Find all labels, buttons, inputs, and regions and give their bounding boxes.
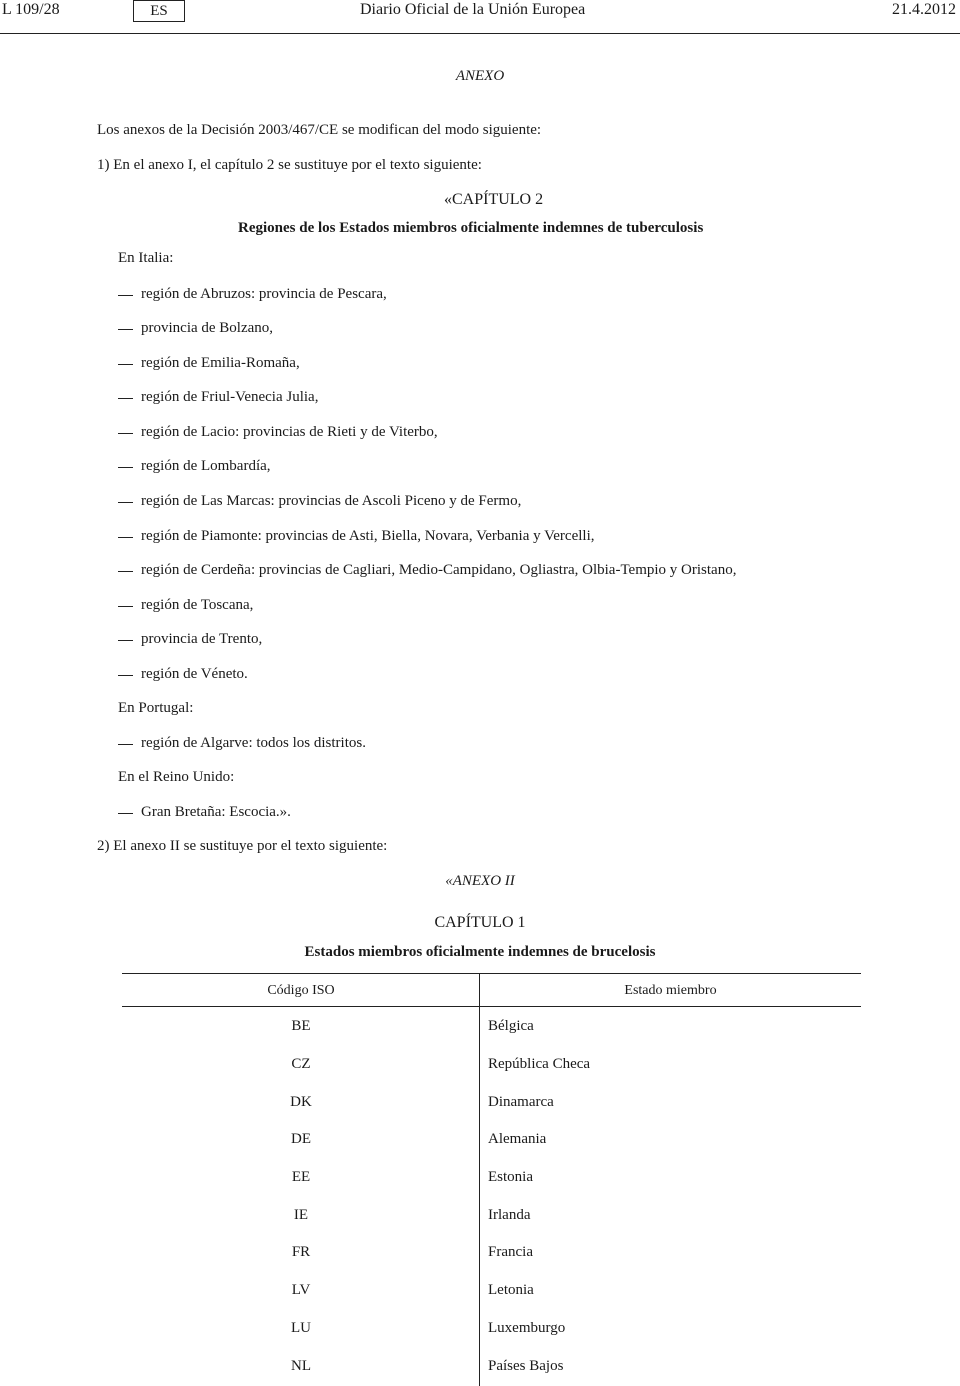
header-rule: [0, 33, 960, 34]
list-item: provincia de Bolzano,: [141, 320, 274, 336]
list-dash: [118, 295, 133, 296]
list-dash: [118, 571, 133, 572]
portugal-label: En Portugal:: [118, 700, 194, 716]
list-item: región de Cerdeña: provincias de Cagliari, Medio-Campidano, Ogliastra, Olbia-Tempio y Oristano,: [141, 562, 737, 578]
list-item: región de Emilia-Romaña,: [141, 355, 300, 371]
header-iso-code: Código ISO: [267, 983, 335, 998]
table-cell-state: Irlanda: [488, 1207, 531, 1223]
uk-label: En el Reino Unido:: [118, 769, 235, 785]
list-item: provincia de Trento,: [141, 631, 263, 647]
table-column-divider: [479, 973, 480, 1386]
list-dash: [118, 813, 133, 814]
table-cell-iso: NL: [291, 1358, 311, 1374]
table-cell-state: Letonia: [488, 1282, 534, 1298]
annex-title: ANEXO: [455, 68, 505, 84]
table-cell-iso: EE: [291, 1169, 311, 1185]
language-badge: ES: [133, 0, 185, 22]
table-cell-state: Luxemburgo: [488, 1320, 566, 1336]
list-item: Gran Bretaña: Escocia.».: [141, 804, 291, 820]
table-cell-iso: CZ: [291, 1056, 311, 1072]
point-2: 2) El anexo II se sustituye por el texto siguiente:: [97, 838, 388, 854]
list-dash: [118, 433, 133, 434]
list-dash: [118, 606, 133, 607]
table-cell-state: Francia: [488, 1244, 533, 1260]
list-dash: [118, 329, 133, 330]
page-reference: L 109/28: [2, 1, 60, 18]
list-dash: [118, 640, 133, 641]
intro-paragraph: Los anexos de la Decisión 2003/467/CE se modifican del modo siguiente:: [97, 122, 542, 138]
list-dash: [118, 364, 133, 365]
list-item: región de Toscana,: [141, 597, 254, 613]
list-item: región de Lacio: provincias de Rieti y de Viterbo,: [141, 424, 438, 440]
table-cell-state: República Checa: [488, 1056, 591, 1072]
list-item: región de Friul-Venecia Julia,: [141, 389, 319, 405]
table-header-rule: [122, 1006, 861, 1007]
list-dash: [118, 502, 133, 503]
table-cell-state: Alemania: [488, 1131, 547, 1147]
list-item: región de Lombardía,: [141, 458, 271, 474]
table-cell-iso: DE: [291, 1131, 311, 1147]
table-cell-iso: FR: [291, 1244, 311, 1260]
publication-date: 21.4.2012: [892, 1, 956, 18]
table-top-rule: [122, 973, 861, 974]
list-dash: [118, 675, 133, 676]
header-member-state: Estado miembro: [624, 983, 717, 998]
journal-title: Diario Oficial de la Unión Europea: [360, 1, 586, 18]
annex-2-title: «ANEXO II: [445, 873, 515, 889]
table-cell-state: Bélgica: [488, 1018, 534, 1034]
list-item: región de Piamonte: provincias de Asti, Biella, Novara, Verbania y Vercelli,: [141, 528, 595, 544]
chapter-1-heading: CAPÍTULO 1: [434, 914, 526, 931]
list-item: región de Véneto.: [141, 666, 248, 682]
table-cell-iso: LU: [291, 1320, 311, 1336]
list-item: región de Algarve: todos los distritos.: [141, 735, 366, 751]
list-dash: [118, 398, 133, 399]
table-cell-iso: LV: [291, 1282, 311, 1298]
list-dash: [118, 467, 133, 468]
chapter-2-subheading: Regiones de los Estados miembros oficialmente indemnes de tuberculosis: [238, 220, 704, 236]
chapter-1-subheading: Estados miembros oficialmente indemnes de brucelosis: [304, 944, 656, 960]
italy-label: En Italia:: [118, 250, 174, 266]
table-cell-state: Países Bajos: [488, 1358, 564, 1374]
table-cell-iso: BE: [291, 1018, 311, 1034]
table-cell-iso: IE: [293, 1207, 309, 1223]
table-cell-iso: DK: [290, 1094, 312, 1110]
point-1: 1) En el anexo I, el capítulo 2 se sustituye por el texto siguiente:: [97, 157, 482, 173]
list-item: región de Abruzos: provincia de Pescara,: [141, 286, 387, 302]
list-dash: [118, 744, 133, 745]
list-item: región de Las Marcas: provincias de Ascoli Piceno y de Fermo,: [141, 493, 522, 509]
chapter-2-heading: «CAPÍTULO 2: [444, 191, 544, 208]
table-cell-state: Dinamarca: [488, 1094, 554, 1110]
table-cell-state: Estonia: [488, 1169, 533, 1185]
list-dash: [118, 537, 133, 538]
